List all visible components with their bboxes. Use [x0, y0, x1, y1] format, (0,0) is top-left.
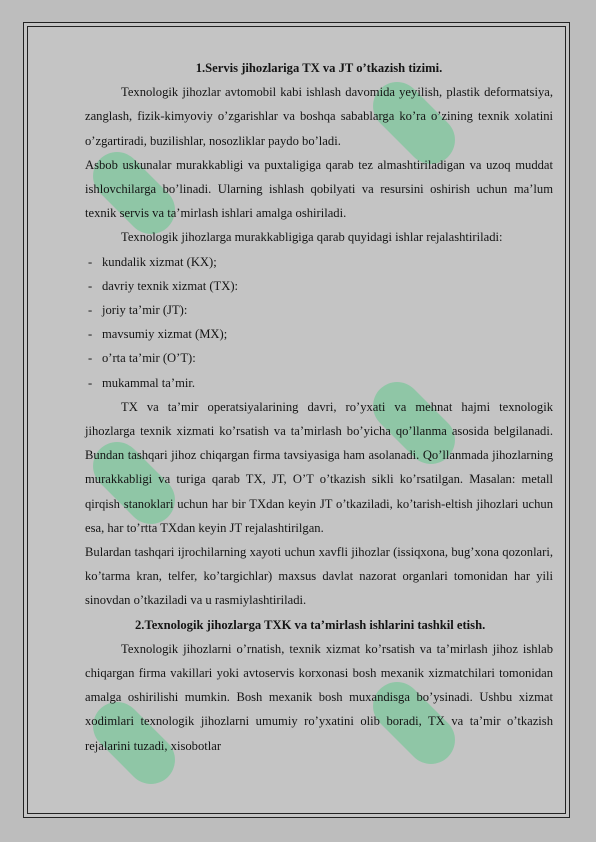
list-item: - kundalik xizmat (KX); — [85, 250, 553, 274]
list-item: - o’rta ta’mir (O’T): — [85, 346, 553, 370]
paragraph: TX va ta’mir operatsiyalarining davri, ro’yxati va mehnat hajmi texnologik jihozlarga texnik xizmati ko’rsatish va ta’mirlash bo’yicha qo’llanma asosida belgilanadi. Bundan tashqari jihoz chiqargan firma tavsiyasiga ham asolanadi. Qo’llanmada jihozlarning murakkabligi va turiga qarab TX, JT, O’T o’tkazish sikli ko’rsatilgan. Masalan: metall qirqish stanoklari uchun har bir TXdan keyin JT o’tkaziladi, ko’tarish-eltish jihozlari uchun esa, har to’rtta TXdan keyin JT rejalashtirilgan. — [85, 399, 553, 535]
paragraph: Asbob uskunalar murakkabligi va puxtaligiga qarab tez almashtiriladigan va uzoq muddat ishlovchilarga bo’linadi. Ularning ishlash qobilyati va resursini oshirish uchun ma’lum texnik servis va ta’mirlash ishlari amalga oshiriladi. — [85, 157, 553, 221]
document-page — [23, 22, 570, 818]
section-heading-1: 1.Servis jihozlariga TX va JT o’tkazish tizimi. — [195, 61, 443, 75]
paragraph: Texnologik jihozlarni o’rnatish, texnik xizmat ko’rsatish va ta’mirlash jihoz ishlab chiqargan firma vakillari yoki avtoservis korxonasi bosh mexanik xizmatchilari tomonidan amalga oshirilishi mumkin. Bosh mexanik bosh muxandisga bo’ysinadi. Ushbu xizmat xodimlari texnologik jihozlarni umumiy ro’yxatini olib boradi, TX va ta’mir o’tkazish rejalarini tuzadi, xisobotlar — [85, 641, 553, 753]
section-heading-2: 2.Texnologik jihozlarga TXK va ta’mirlash ishlarini tashkil etish. — [135, 617, 486, 632]
list-item: - mukammal ta’mir. — [85, 371, 553, 395]
list-item: - mavsumiy xizmat (MX); — [85, 322, 553, 346]
document-body — [85, 56, 553, 758]
list-item: - joriy ta’mir (JT): — [85, 298, 553, 322]
maintenance-list — [85, 250, 553, 395]
paragraph: Texnologik jihozlar avtomobil kabi ishlash davomida yeyilish, plastik deformatsiya, zanglash, fizik-kimyoviy o’zgarishlar va boshqa sabablarga ko’ra o’zining texnik xolatini o’zgartiradi, buzilishlar, nosozliklar paydo bo’ladi. — [85, 85, 553, 148]
paragraph: Texnologik jihozlarga murakkabligiga qarab quyidagi ishlar rejalashtiriladi: — [121, 230, 503, 245]
list-item: - davriy texnik xizmat (TX): — [85, 274, 553, 298]
paragraph: Bulardan tashqari ijrochilarning xayoti uchun xavfli jihozlar (issiqxona, bug’xona qozonlari, ko’tarma kran, telfer, ko’targichlar) maxsus davlat nazorat organlari tomonidan har yili sinovdan o’tkaziladi va u rasmiylashtiriladi. — [85, 545, 553, 608]
